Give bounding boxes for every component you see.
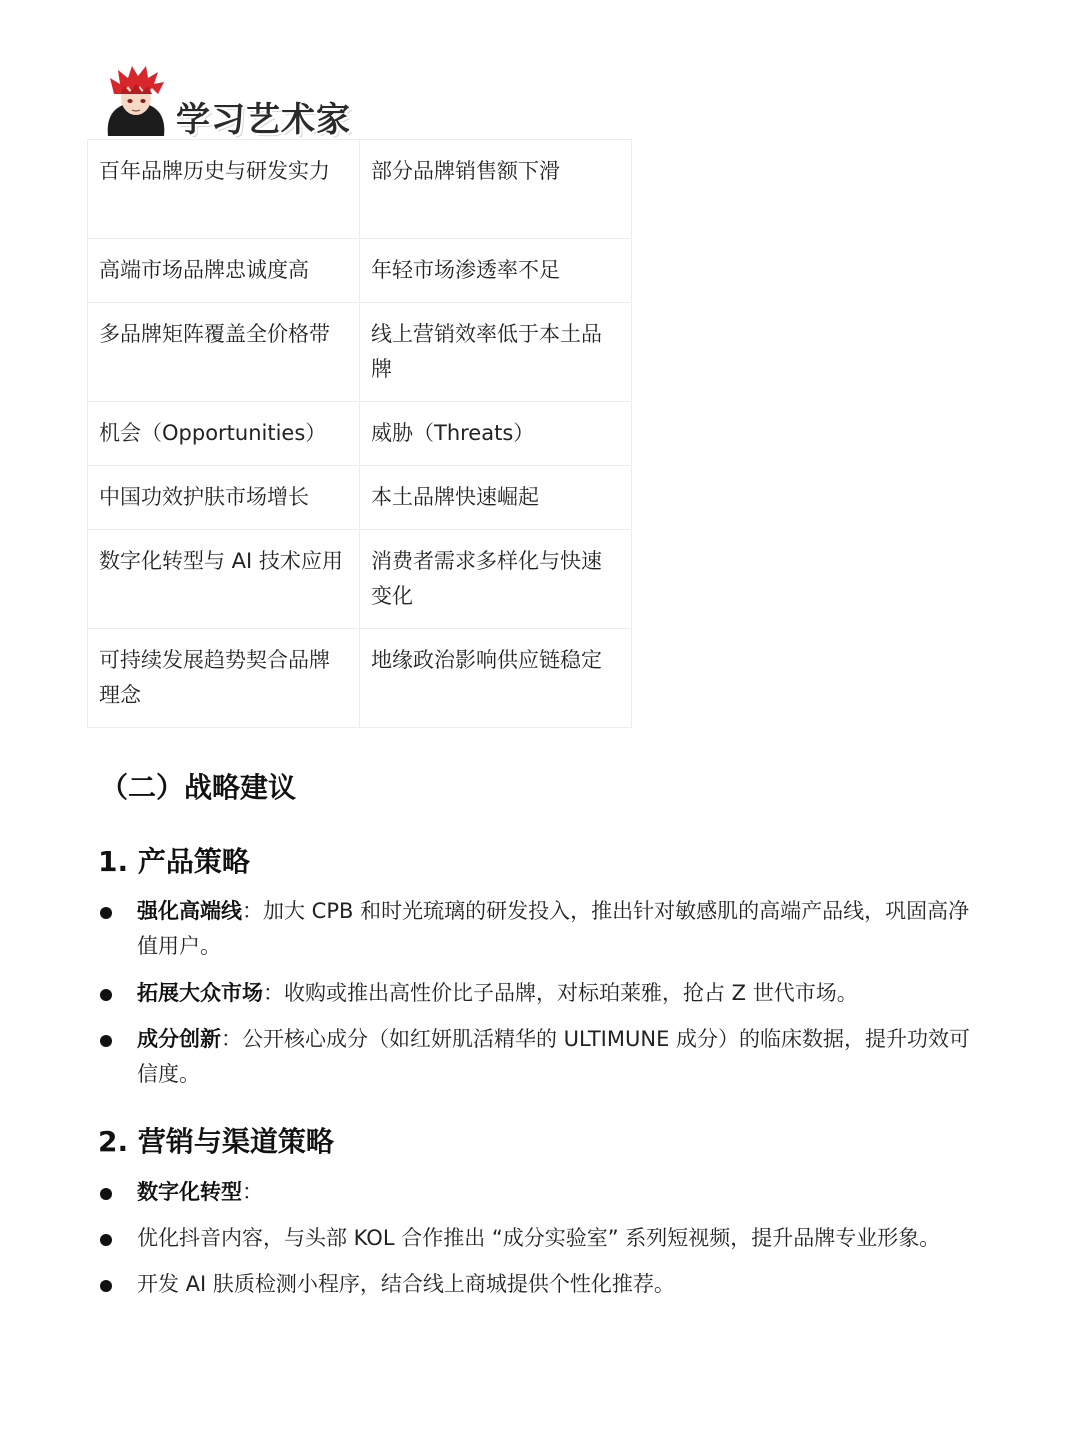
avatar-icon [100, 64, 172, 136]
table-cell: 线上营销效率低于本土品牌 [360, 303, 632, 402]
list-item [98, 1267, 988, 1302]
bullet-icon [100, 1234, 112, 1246]
table-cell: 本土品牌快速崛起 [360, 466, 632, 530]
product-strategy-heading: 1. 产品策略 [98, 845, 250, 878]
table-cell: 消费者需求多样化与快速变化 [360, 530, 632, 629]
table-cell: 高端市场品牌忠诚度高 [88, 239, 360, 303]
bullet-icon [100, 907, 112, 919]
table-cell: 数字化转型与 AI 技术应用 [88, 530, 360, 629]
table-cell: 部分品牌销售额下滑 [360, 140, 632, 239]
bullet-text: ：公开核心成分（如红妍肌活精华的 ULTIMUNE 成分）的临床数据，提升功效可信度。 [137, 1027, 971, 1086]
table-row [88, 402, 632, 466]
marketing-strategy-heading: 2. 营销与渠道策略 [98, 1125, 334, 1158]
list-item [98, 1022, 988, 1092]
table-cell: 威胁（Threats） [360, 402, 632, 466]
table-cell: 地缘政治影响供应链稳定 [360, 629, 632, 728]
table-row [88, 303, 632, 402]
table-cell: 中国功效护肤市场增长 [88, 466, 360, 530]
bullet-text: ： [242, 1180, 263, 1204]
list-item [98, 1175, 988, 1210]
table-cell: 可持续发展趋势契合品牌理念 [88, 629, 360, 728]
bullet-text: 优化抖音内容，与头部 KOL 合作推出 “成分实验室” 系列短视频，提升品牌专业形象。 [137, 1226, 941, 1250]
list-item [98, 894, 988, 964]
section-heading: （二）战略建议 [100, 771, 297, 804]
bullet-text: 开发 AI 肤质检测小程序，结合线上商城提供个性化推荐。 [137, 1272, 675, 1296]
logo-text: 学习艺术家 [176, 100, 351, 140]
brand-logo [100, 64, 360, 140]
table-cell: 机会（Opportunities） [88, 402, 360, 466]
list-item [98, 1221, 988, 1256]
bullet-term: 数字化转型 [137, 1180, 242, 1204]
table-row [88, 629, 632, 728]
bullet-text: ：收购或推出高性价比子品牌，对标珀莱雅，抢占 Z 世代市场。 [263, 981, 858, 1005]
bullet-text: ：加大 CPB 和时光琉璃的研发投入，推出针对敏感肌的高端产品线，巩固高净值用户。 [137, 899, 970, 958]
bullet-term: 拓展大众市场 [137, 981, 263, 1005]
swot-table [87, 139, 632, 728]
bullet-term: 强化高端线 [137, 899, 242, 923]
bullet-icon [100, 1035, 112, 1047]
list-item [98, 976, 988, 1011]
bullet-term: 成分创新 [137, 1027, 221, 1051]
table-row [88, 466, 632, 530]
table-row [88, 140, 632, 239]
bullet-icon [100, 1188, 112, 1200]
bullet-icon [100, 1280, 112, 1292]
table-cell: 百年品牌历史与研发实力 [88, 140, 360, 239]
table-cell: 年轻市场渗透率不足 [360, 239, 632, 303]
table-cell: 多品牌矩阵覆盖全价格带 [88, 303, 360, 402]
bullet-icon [100, 989, 112, 1001]
table-row [88, 239, 632, 303]
table-row [88, 530, 632, 629]
